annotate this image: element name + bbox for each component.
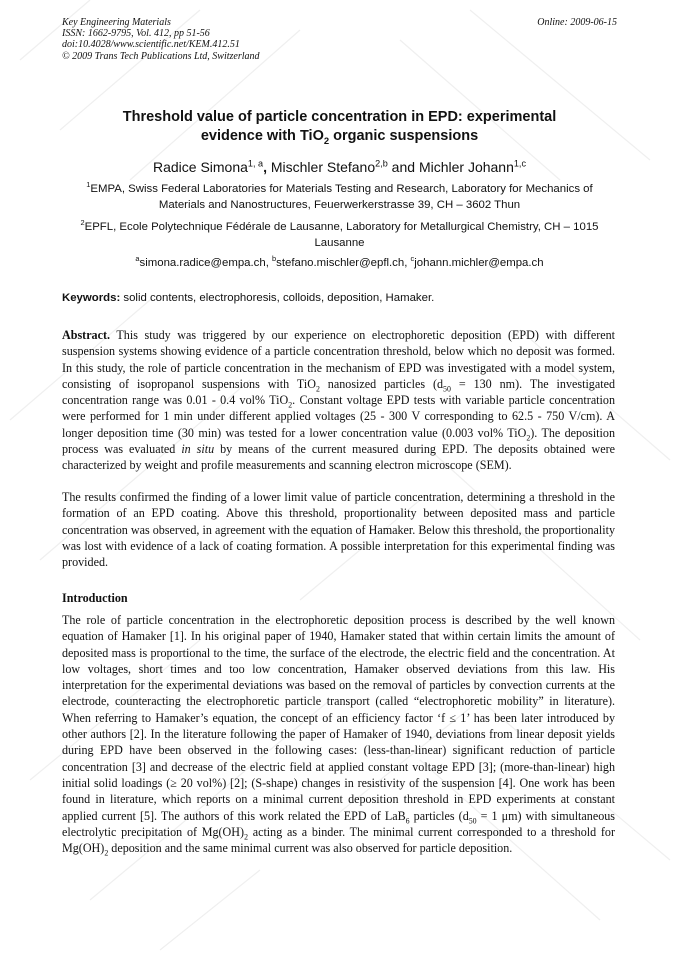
subscript: 2 bbox=[244, 832, 248, 842]
subscript: 2 bbox=[526, 433, 531, 443]
email-mark: b bbox=[272, 254, 277, 264]
author-list bbox=[62, 158, 617, 176]
title-subscript: 2 bbox=[323, 134, 330, 146]
email-link[interactable]: simona.radice@empa.ch, bbox=[139, 257, 273, 269]
author-affiliation-mark: 1, a bbox=[247, 158, 264, 169]
introduction-paragraph bbox=[62, 612, 615, 856]
email-mark: c bbox=[410, 254, 415, 264]
subscript: 2 bbox=[104, 848, 109, 858]
abstract-label: Abstract. bbox=[62, 328, 111, 342]
author-separator: and bbox=[387, 159, 419, 175]
keywords-label: Keywords: bbox=[62, 292, 121, 304]
title-line-2 bbox=[62, 127, 617, 146]
subscript: 6 bbox=[405, 815, 410, 825]
author-affiliation-mark: 2,b bbox=[375, 158, 388, 169]
intro-text: = 1 μm) with simultaneous electrolytic precipitation of Mg(OH) bbox=[62, 808, 616, 839]
affiliation-text: EPFL, Ecole Polytechnique Fédérale de Lausanne, Laboratory for Metallurgical Chemistry, CH – 1015 Lausanne bbox=[84, 221, 599, 249]
subscript: 2 bbox=[288, 400, 293, 410]
affiliation-text: EMPA, Swiss Federal Laboratories for Materials Testing and Research, Laboratory for Mechanics of Materials and Nanostructures, Feuerwerkerstrasse 39, CH – 3602 Thun bbox=[90, 183, 593, 211]
journal-doi[interactable]: doi:10.4028/www.scientific.net/KEM.412.51 bbox=[62, 39, 240, 51]
email-mark: a bbox=[135, 254, 140, 264]
keywords-text: solid contents, electrophoresis, colloids, deposition, Hamaker. bbox=[120, 292, 435, 304]
author-name: Mischler Stefano bbox=[270, 159, 376, 175]
affiliation-mark: 2 bbox=[80, 218, 85, 228]
abstract-paragraph-2: The results confirmed the finding of a lower limit value of particle concentration, determining a threshold in the formation of an EPD coating. Above this threshold, proportionality between deposited mass and particle concentration was observed, in agreement with the equation of Hamaker. Below this threshold, the proportionality was lost with evidence of a lack of coating formation. A possible interpretation for this experimental finding was provided. bbox=[62, 490, 615, 570]
paper-title bbox=[62, 108, 617, 146]
section-heading-introduction: Introduction bbox=[62, 591, 128, 605]
abstract-text: nanosized particles (d bbox=[319, 376, 444, 391]
abstract-text: . Constant voltage EPD tests with variable particle concentration were performed for 1 min under different applied voltages (25 - 300 V corresponding to 62.5 - 750 V/cm). A longer deposition time (30 min) was tested for a lower concentration value (0.003 vol% TiO bbox=[62, 393, 615, 440]
affiliation-mark: 1 bbox=[86, 180, 91, 190]
keywords bbox=[62, 291, 617, 306]
journal-issn: ISSN: 1662-9795, Vol. 412, pp 51-56 bbox=[62, 28, 210, 40]
intro-text: deposition and the same minimal current was also observed for particle deposition. bbox=[108, 841, 513, 856]
affiliation-2 bbox=[62, 220, 617, 251]
subscript: 50 bbox=[468, 815, 477, 825]
abstract-italic: in situ bbox=[181, 442, 215, 457]
subscript: 2 bbox=[315, 384, 320, 394]
affiliation-1 bbox=[62, 182, 617, 213]
abstract-text: by means of the current measured during EPD. The deposits obtained were characterized by weight and profile measurements and scanning electron microscope (SEM). bbox=[62, 442, 616, 473]
abstract-text: This study was triggered by our experience on electrophoretic deposition (EPD) with different suspension systems showing evidence of a particle concentration threshold, below which no deposit was formed. In this study, the role of particle concentration in the mechanism of EPD was investigated with a model system, consisting of isopropanol suspensions with TiO bbox=[62, 328, 615, 391]
abstract-paragraph bbox=[62, 327, 615, 474]
author-name: Radice Simona bbox=[152, 159, 248, 175]
author-affiliation-mark: 1,c bbox=[513, 158, 527, 169]
title-line-1: Threshold value of particle concentration in EPD: experimental bbox=[122, 109, 557, 125]
subscript: 50 bbox=[443, 384, 451, 394]
email-link[interactable]: johann.michler@empa.ch bbox=[414, 257, 544, 269]
abstract-text: = 130 nm). The investigated concentration range was 0.01 - 0.4 vol% TiO bbox=[62, 376, 615, 408]
title-text: organic suspensions bbox=[329, 128, 479, 144]
author-separator: , bbox=[263, 159, 271, 175]
intro-text: The role of particle concentration in the electrophoretic deposition process is described by the well known equation of Hamaker [1]. In his original paper of 1940, Hamaker stated that within certain limits the amount of deposited mass is proportional to the time, the surface of the electrode, the electric field and the concentration. At low voltages, short times and too low concentration, Hamaker observed deviations from this law. His interpretation for the experimental deviations was based on the removal of particles by convection currents at the electrode, counteracting the electrophoretic particle transport (called “electrophoretic mobility” in literature). When referring to Hamaker’s equation, the concept of an efficiency factor ‘f ≤ 1’ has been later introduced by other authors [2]. In the literature following the paper of Hamaker of 1940, deviations from linear deposit yields during EPD have been observed in the following cases: (less-than-linear) significant reduction of particle concentration [3] and decrease of the electric field at applied constant voltage EPD [3]; (more-than-linear) high initial solid loadings (≥ 20 vol%) [2]; (S-shape) changes in resistivity of the suspension [4]. One work has been found in literature, which reports on a minimal current deposition threshold in EPD experiments at constant applied current [5]. The authors of this work related the EPD of LaB bbox=[62, 613, 615, 823]
email-link[interactable]: stefano.mischler@epfl.ch, bbox=[276, 257, 411, 269]
journal-copyright: © 2009 Trans Tech Publications Ltd, Switzerland bbox=[62, 50, 260, 62]
journal-header bbox=[62, 17, 617, 62]
journal-name: Key Engineering Materials bbox=[62, 17, 171, 28]
intro-text: particles (d bbox=[409, 808, 469, 823]
author-emails bbox=[62, 256, 617, 272]
intro-text: acting as a binder. The minimal current corresponded to a threshold for Mg(OH) bbox=[62, 824, 615, 856]
abstract-text: ). The deposition process was evaluated bbox=[62, 425, 615, 457]
author-name: Michler Johann bbox=[418, 159, 514, 175]
online-date: Online: 2009-06-15 bbox=[537, 17, 617, 28]
title-text: evidence with TiO bbox=[200, 128, 324, 144]
